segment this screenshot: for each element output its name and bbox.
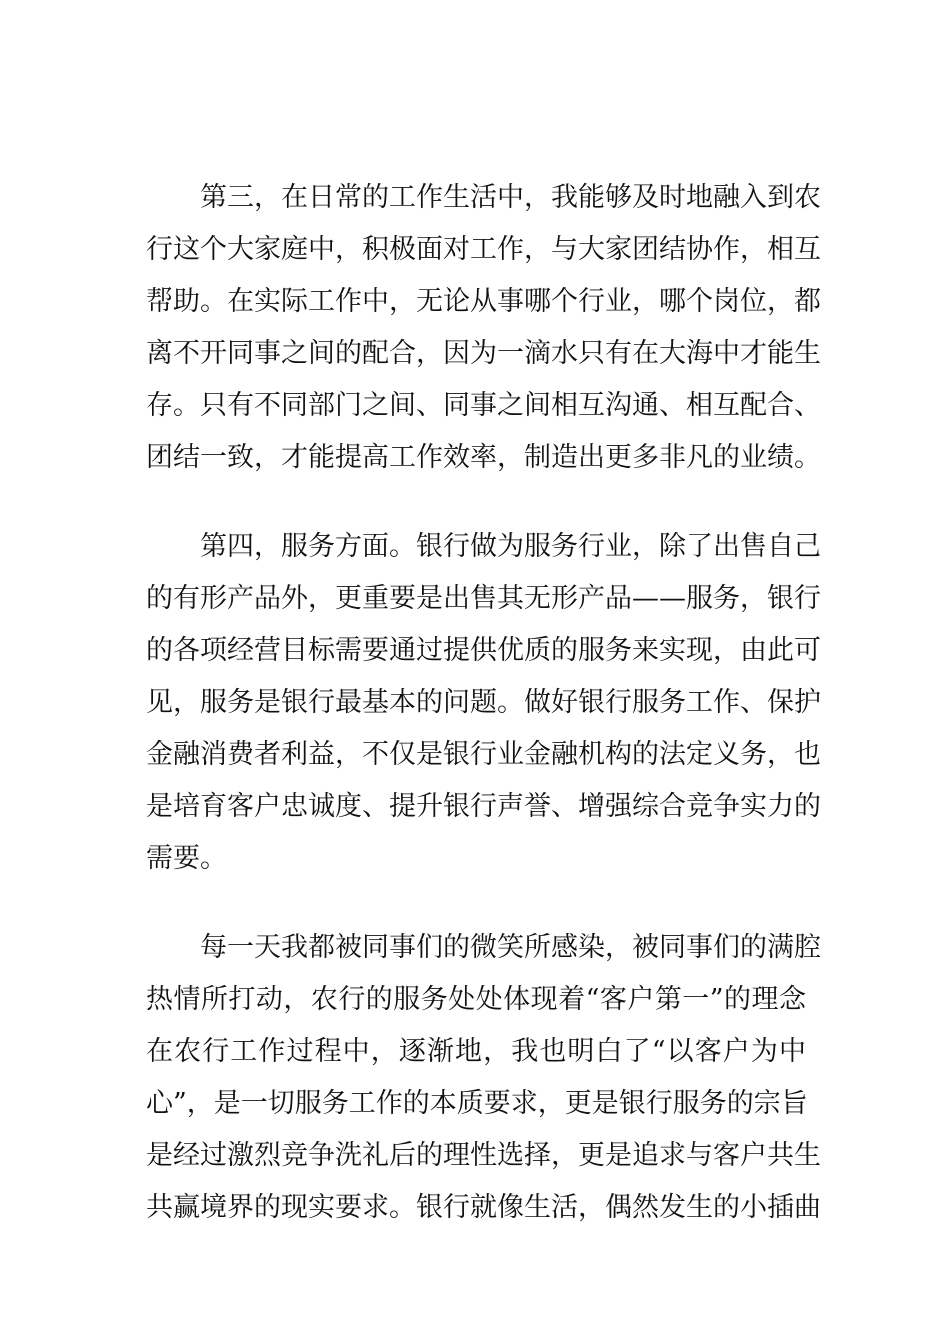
paragraph-fourth-point — [146, 521, 821, 885]
text-line: 是培育客户忠诚度、提升银行声誉、增强综合竞争实力的 — [146, 791, 821, 822]
text-line: 离不开同事之间的配合，因为一滴水只有在大海中才能生 — [146, 338, 821, 369]
text-line: 行这个大家庭中，积极面对工作，与大家团结协作，相互 — [146, 234, 821, 265]
text-line: 团结一致，才能提高工作效率，制造出更多非凡的业绩。 — [146, 442, 821, 473]
text-line: 见，服务是银行最基本的问题。做好银行服务工作、保护 — [146, 687, 821, 718]
text-line: 在农行工作过程中，逐渐地，我也明白了“以客户为中 — [146, 1036, 806, 1067]
text-line: 帮助。在实际工作中，无论从事哪个行业，哪个岗位，都 — [146, 286, 821, 317]
text-line: 存。只有不同部门之间、同事之间相互沟通、相互配合、 — [146, 390, 821, 421]
text-line: 第三，在日常的工作生活中，我能够及时地融入到农 — [200, 182, 821, 213]
text-line: 第四，服务方面。银行做为服务行业，除了出售自己 — [200, 531, 821, 562]
text-line: 热情所打动，农行的服务处处体现着“客户第一”的理念 — [146, 984, 806, 1015]
paragraph-third-point — [146, 172, 821, 484]
text-line: 金融消费者利益，不仅是银行业金融机构的法定义务，也 — [146, 739, 821, 770]
paragraph-daily-reflection — [146, 922, 821, 1234]
text-line: 需要。 — [146, 843, 227, 874]
text-line: 是经过激烈竞争洗礼后的理性选择，更是追求与客户共生 — [146, 1140, 821, 1171]
text-line: 每一天我都被同事们的微笑所感染，被同事们的满腔 — [200, 932, 821, 963]
text-line: 的各项经营目标需要通过提供优质的服务来实现，由此可 — [146, 635, 821, 666]
text-line: 心”，是一切服务工作的本质要求，更是银行服务的宗旨 — [146, 1088, 808, 1119]
text-line: 的有形产品外，更重要是出售其无形产品——服务，银行 — [146, 583, 821, 614]
text-line: 共赢境界的现实要求。银行就像生活，偶然发生的小插曲 — [146, 1192, 821, 1223]
